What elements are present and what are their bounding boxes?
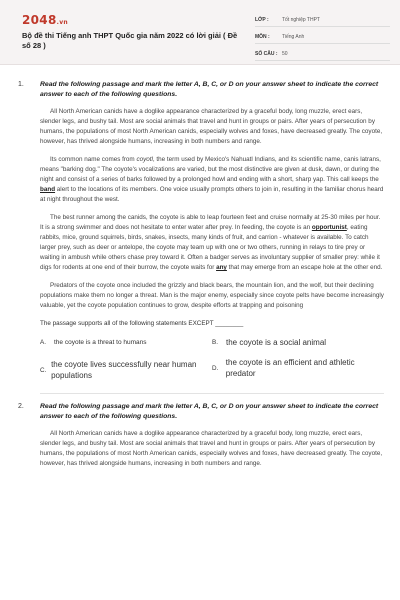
questions-list: [0, 72, 400, 469]
question-instruction: Read the following passage and mark the letter A, B, C, or D on your answer sheet to indicate the correct answer to each of the following questions.: [40, 403, 379, 420]
passage-text: , the term used by Mexico's Nahuatl Indians, and its scientific name, canis latrans, means "barking dog." The coyote's vocalizations are varied, but the most distinctive are given at dusk, dawn, or during the night and consist of a series of barks followed by a prolonged howl and ending with a short, sharp yap. This call keeps the: [40, 156, 381, 183]
question-number: 2.: [18, 403, 24, 410]
question-number: 1.: [18, 81, 24, 88]
passage-underlined-word: opportunist: [311, 224, 347, 231]
passage-italic-term: coyotl: [136, 156, 153, 163]
question-1: [0, 72, 400, 394]
passage-text: , eating rabbits, mice, ground squirrels, birds, snakes, insects, many kinds of fruit, and carrion - whatever is available. To catch larger prey, such as deer or antelope, the coyote may team up with one or two others, running in relays to tire prey or waiting in ambush while others chase prey toward it. Often a badger serves as involuntary supplier of smaller prey: while it digs for rodents at one end of their burrow, the coyote waits for: [40, 224, 380, 271]
answer-option-c[interactable]: [40, 359, 200, 381]
option-text: the coyote is a social animal: [226, 338, 327, 347]
passage-text: Its common name comes from: [50, 156, 137, 163]
passage-paragraph-1: All North American canids have a doglike appearance characterized by a graceful body, long muzzle, erect ears, slender legs, and bushy tail. Most are social animals that travel and hunt in groups or pairs. After years of persecution by humans, the populations of most North American canids, especially wolves and foxes, have decreased greatly. The coyote, however, has thrived alongside humans, increasing in both numbers and range.: [40, 108, 383, 145]
meta-value: Tốt nghiệp THPT: [282, 17, 320, 23]
passage-underlined-word: band: [40, 186, 56, 193]
document-title: Bộ đề thi Tiếng anh THPT Quốc gia năm 2022 có lời giải ( Đề số 28 ): [22, 31, 238, 50]
passage-text: that may emerge from an escape hole at the other end.: [226, 264, 383, 271]
meta-row-question-count: [255, 48, 390, 61]
passage-paragraph-3: [40, 213, 384, 273]
option-letter: D.: [212, 364, 219, 372]
logo-suffix-text: .vn: [56, 19, 68, 26]
question-stem: The passage supports all of the following statements EXCEPT ________: [40, 320, 244, 327]
option-text: the coyote is an efficient and athletic predator: [225, 358, 355, 378]
question-2: [0, 394, 400, 469]
meta-label: SỐ CÂU :: [255, 51, 278, 57]
meta-value: 50: [282, 51, 288, 57]
meta-row-subject: [255, 31, 390, 44]
answer-option-d[interactable]: [212, 357, 384, 379]
passage-paragraph-4: Predators of the coyote once included the grizzly and black bears, the mountain lion, and the wolf, but their declining populations make them no longer a threat. Man is the major enemy, especially since coyote pelts have become increasingly valuable, yet the coyote population continues to grow, despite efforts at trapping and poisoning: [40, 282, 384, 309]
logo-main-text: 2048: [22, 13, 57, 27]
page-header: [0, 0, 400, 65]
option-letter: C.: [40, 366, 47, 374]
question-instruction: Read the following passage and mark the letter A, B, C, or D on your answer sheet to indicate the correct answer to each of the following questions.: [40, 81, 379, 98]
passage-text: The best runner among the canids, the coyote is able to leap fourteen feet and cruise normally at 25-30 miles per hour. It is a strong swimmer and does not hesitate to enter water after prey. In feeding, the coyote is an: [40, 214, 381, 231]
answer-options: [40, 335, 384, 394]
option-text: the coyote is a threat to humans: [54, 339, 147, 346]
exam-meta: [255, 14, 390, 65]
meta-label: LỚP :: [255, 17, 269, 23]
option-letter: B.: [212, 339, 218, 346]
answer-option-a[interactable]: [40, 337, 147, 348]
option-letter: A.: [40, 339, 46, 346]
option-text: the coyote lives successfully near human populations: [51, 360, 197, 380]
passage-text: alert to the locations of its members. One voice usually prompts others to join in, resulting in the familiar chorus heard at night throughout the west.: [40, 186, 384, 203]
meta-row-class: [255, 14, 390, 27]
site-logo[interactable]: [22, 13, 68, 27]
passage-paragraph-1: All North American canids have a doglike appearance characterized by a graceful body, long muzzle, erect ears, slender legs, and bushy tail. Most are social animals that travel and hunt in groups or pairs. After years of persecution by humans, the populations of most North American canids, especially wolves and foxes, have decreased greatly. The coyote, however, has thrived alongside humans, increasing in both numbers and range.: [40, 430, 383, 467]
meta-value: Tiếng Anh: [282, 34, 305, 40]
meta-label: MÔN :: [255, 34, 270, 40]
answer-option-b[interactable]: [212, 337, 326, 348]
passage-paragraph-2: [40, 155, 384, 205]
passage-underlined-word: any: [216, 264, 227, 271]
